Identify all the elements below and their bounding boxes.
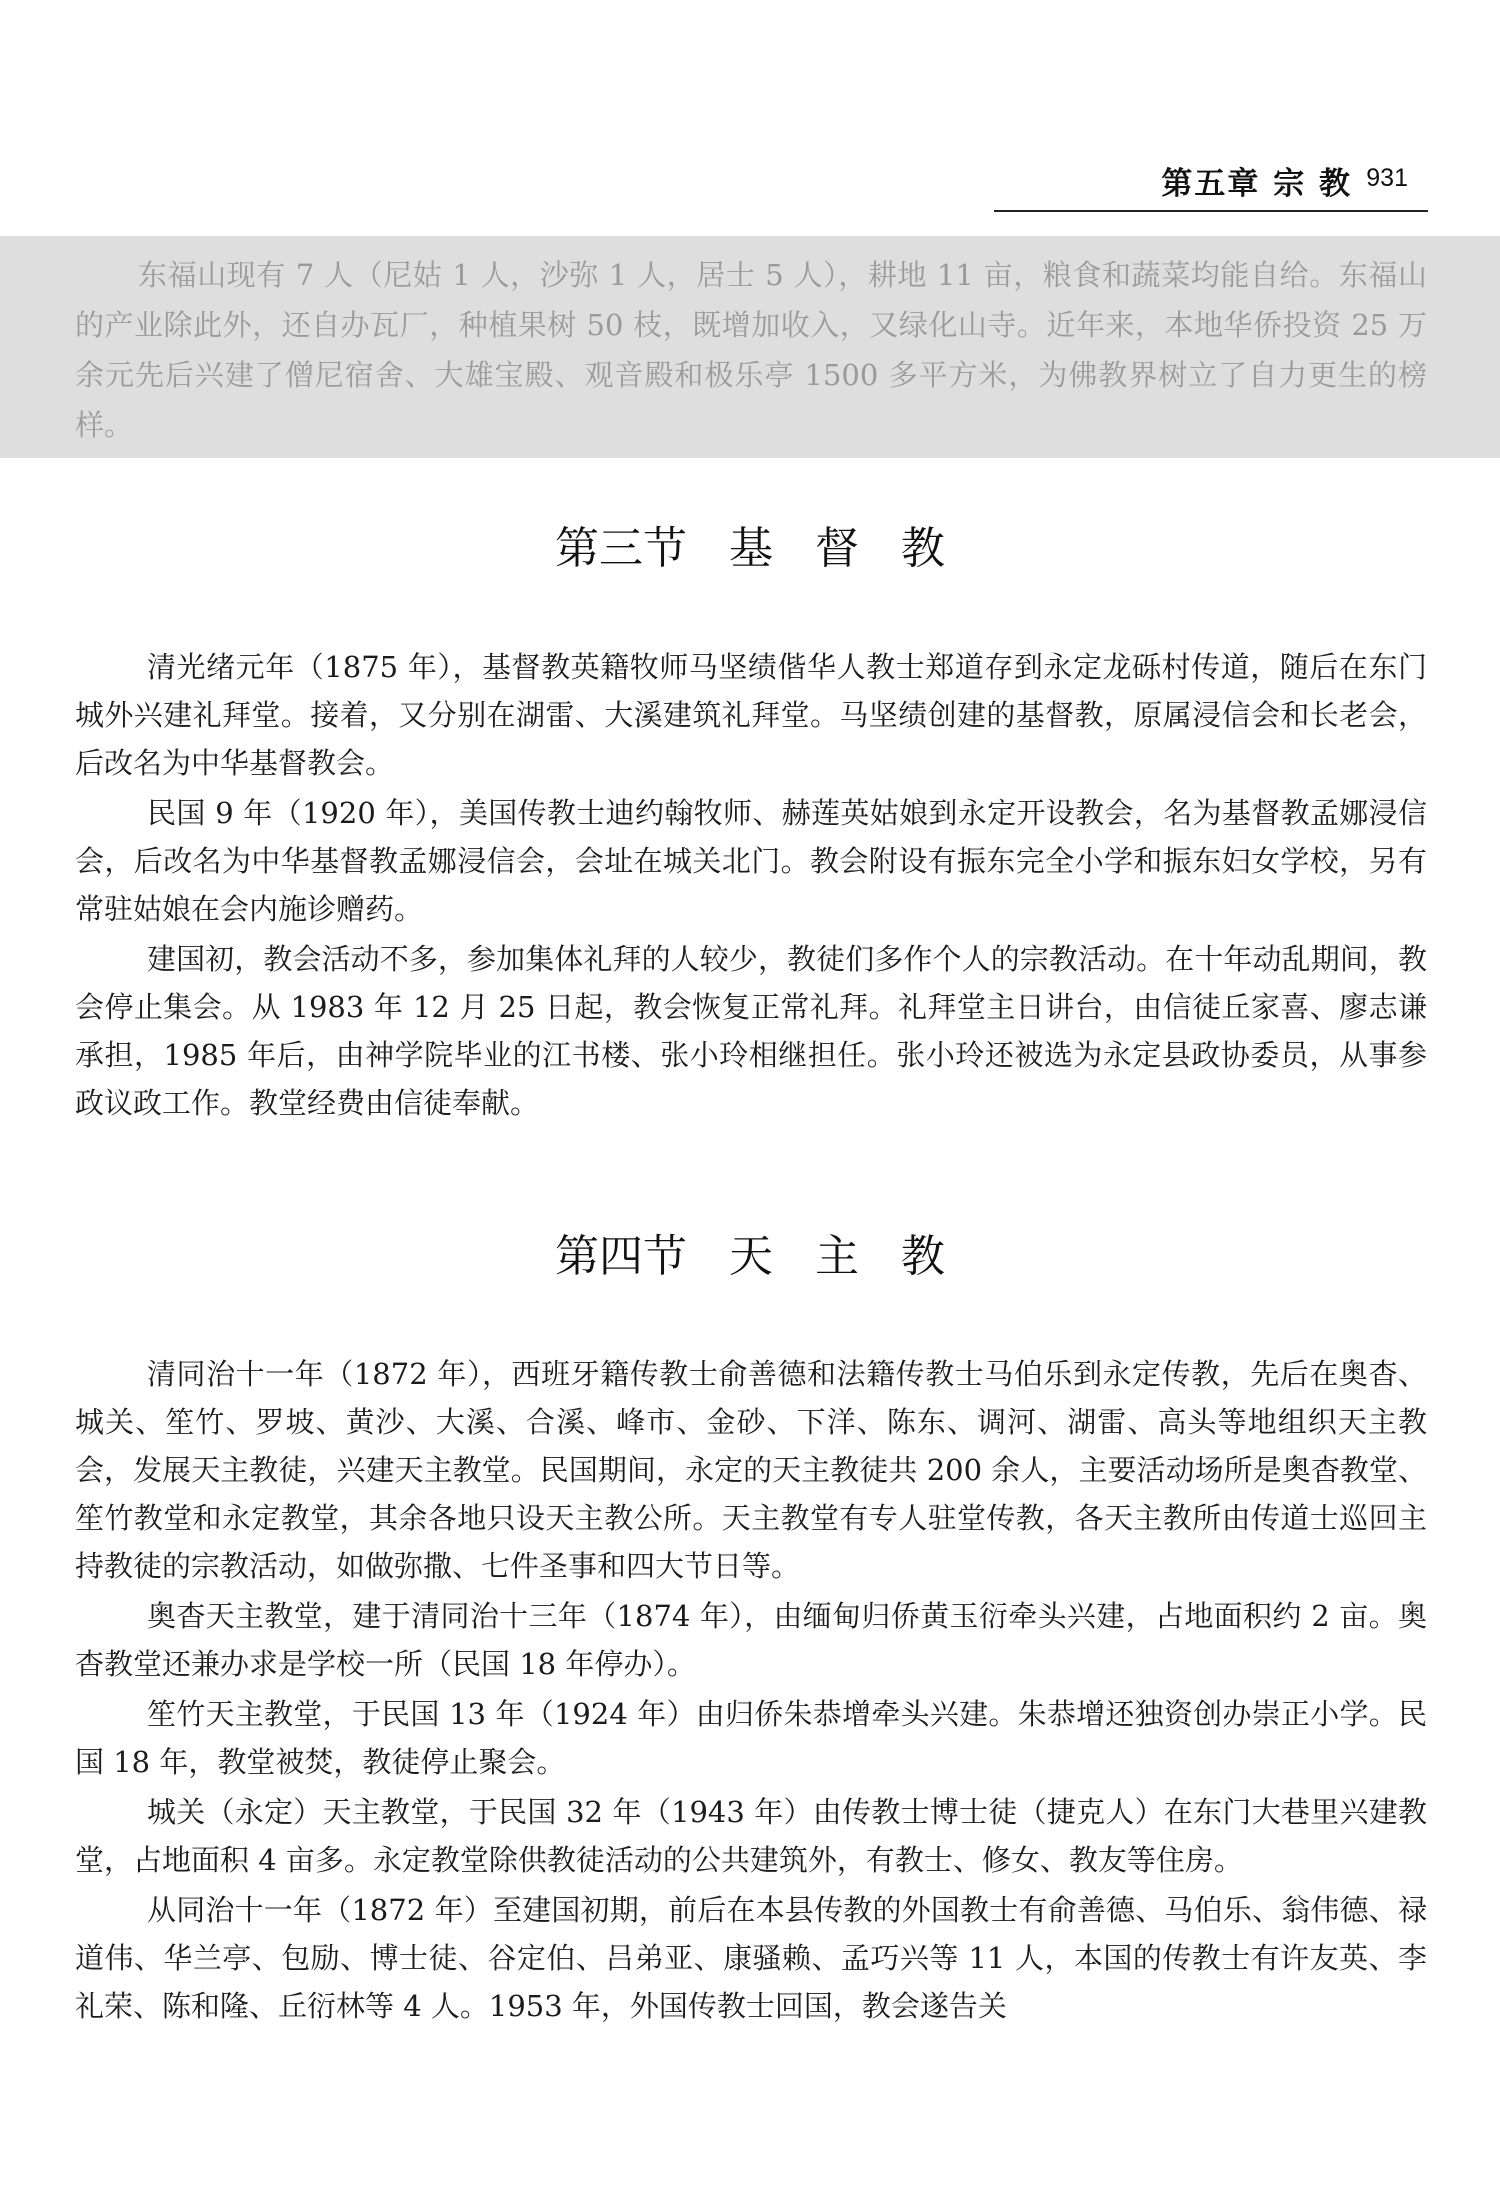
section-3-title: 第三节 基 督 教 — [555, 523, 945, 574]
highlighted-carryover-block — [0, 236, 1500, 458]
section-4-paragraph: 清同治十一年（1872 年），西班牙籍传教士俞善德和法籍传教士马伯乐到永定传教，先后在奥杳、城关、笙竹、罗坡、黄沙、大溪、合溪、峰市、金砂、下洋、陈东、调河、湖雷、高头等地组织天主教会，发展天主教徒，兴建天主教堂。民国期间，永定的天主教徒共 200 余人，主要活动场所是奥杳教堂、笙竹教堂和永定教堂，其余各地只设天主教公所。天主教堂有专人驻堂传教，各天主教所由传道士巡回主持教徒的宗教活动，如做弥撒、七件圣事和四大节日等。 — [75, 1357, 1427, 1583]
section-4-title: 第四节 天 主 教 — [555, 1231, 945, 1282]
chapter-title: 第五章 宗 教 — [1161, 166, 1352, 202]
page-header — [0, 0, 1500, 230]
section-4-paragraph: 从同治十一年（1872 年）至建国初期，前后在本县传教的外国教士有俞善德、马伯乐、翁伟德、禄道伟、华兰亭、包励、博士徒、谷定伯、吕弟亚、康骚赖、孟巧兴等 11 人，本国的传教士有许友英、李礼荣、陈和隆、丘衍林等 4 人。1953 年，外国传教士回国，教会遂告关 — [75, 1893, 1427, 2023]
carryover-paragraph: 东福山现有 7 人（尼姑 1 人，沙弥 1 人，居士 5 人），耕地 11 亩，粮食和蔬菜均能自给。东福山的产业除此外，还自办瓦厂，种植果树 50 枝，既增加收入，又绿化山寺。近年来，本地华侨投资 25 万余元先后兴建了僧尼宿舍、大雄宝殿、观音殿和极乐亭 1500 多平方米，为佛教界树立了自力更生的榜样。 — [75, 258, 1427, 442]
header-rule — [994, 210, 1428, 212]
page-number: 931 — [1366, 164, 1408, 192]
section-4-paragraph: 城关（永定）天主教堂，于民国 32 年（1943 年）由传教士博士徒（捷克人）在东门大巷里兴建教堂，占地面积 4 亩多。永定教堂除供教徒活动的公共建筑外，有教士、修女、教友等住房。 — [75, 1795, 1427, 1877]
section-4-body — [75, 1350, 1427, 2030]
section-3-body — [75, 643, 1427, 1127]
section-4-paragraph: 笙竹天主教堂，于民国 13 年（1924 年）由归侨朱恭增牵头兴建。朱恭增还独资创办崇正小学。民国 18 年，教堂被焚，教徒停止聚会。 — [75, 1697, 1427, 1779]
section-3-paragraph: 清光绪元年（1875 年），基督教英籍牧师马坚绩偕华人教士郑道存到永定龙砾村传道，随后在东门城外兴建礼拜堂。接着，又分别在湖雷、大溪建筑礼拜堂。马坚绩创建的基督教，原属浸信会和长老会，后改名为中华基督教会。 — [75, 650, 1427, 780]
section-3-paragraph: 建国初，教会活动不多，参加集体礼拜的人较少，教徒们多作个人的宗教活动。在十年动乱期间，教会停止集会。从 1983 年 12 月 25 日起，教会恢复正常礼拜。礼拜堂主日讲台，由信徒丘家喜、廖志谦承担，1985 年后，由神学院毕业的江书楼、张小玲相继担任。张小玲还被选为永定县政协委员，从事参政议政工作。教堂经费由信徒奉献。 — [75, 942, 1427, 1120]
section-3-paragraph: 民国 9 年（1920 年），美国传教士迪约翰牧师、赫莲英姑娘到永定开设教会，名为基督教孟娜浸信会，后改名为中华基督教孟娜浸信会，会址在城关北门。教会附设有振东完全小学和振东妇女学校，另有常驻姑娘在会内施诊赠药。 — [75, 796, 1427, 926]
section-4-paragraph: 奥杳天主教堂，建于清同治十三年（1874 年），由缅甸归侨黄玉衍牵头兴建，占地面积约 2 亩。奥杳教堂还兼办求是学校一所（民国 18 年停办）。 — [75, 1599, 1427, 1681]
